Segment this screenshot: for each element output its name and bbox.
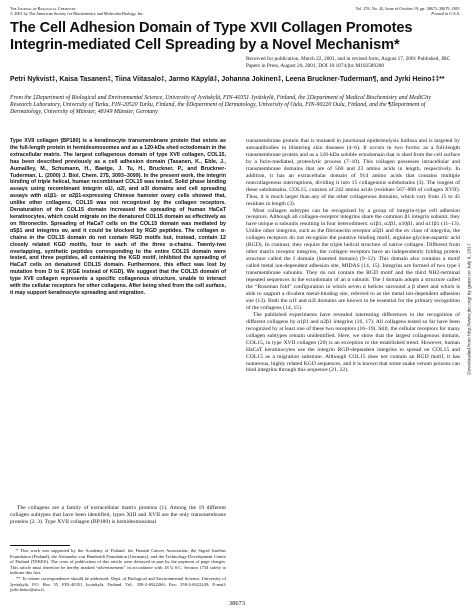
introduction <box>10 505 226 526</box>
printed-in: Printed in U.S.A. <box>431 11 460 17</box>
footnote-rule <box>10 545 70 546</box>
copyright-line: © 2001 by The American Society for Biochemistry and Molecular Biology, Inc. <box>10 11 144 17</box>
journal-name: The Journal of Biological Chemistry <box>10 6 76 11</box>
page-number: 38673 <box>228 600 246 607</box>
article-title: The Cell Adhesion Domain of Type XVII Collagen Promotes Integrin-mediated Cell Spreading by a Novel Mechanism* <box>10 20 413 53</box>
download-note[interactable]: Downloaded from http://www.jbc.org/ by guest on July 9, 2017 <box>467 243 473 375</box>
affiliations: From the ‡Department of Biological and Environmental Science, University of Jyväskylä, FIN-40351 Jyväskylä, Finland, the ‡Department of Medical Biochemistry and MediCity Research Laboratory, University of Turku, FIN-20520 Turku, Finland, the §Department of Dermatology, University of Oulu, FIN-90220 Oulu, Finland, and the ¶Department of Dermatology, University of Münster, 48149 Münster, Germany <box>10 95 431 116</box>
received-dates: Received for publication, March 22, 2001, and in revised form, August 17, 2001 Published, JBC Papers in Press, August 20, 2001, DOI 10.1074/jbc.M102589200 <box>246 56 451 69</box>
body-paragraph: Most collagen subtypes can be recognized by a group of integrin-type cell adhesion receptors. Although all collagen-receptor integrins share the common β1 integrin subunit, they have unique α subunits resulting in four heterodimers: α1β1, α2β1, α10β1, and α11β1 (11–13). Unlike other integrins, such as the fibronectin receptor α5β1 and the αv class of integrins, the collagen receptors do not recognize the putative binding motif, arginine-glycine-aspartic acid (RGD). In contrast, they require the triple helical structure of native collagen. Different from other matrix receptor integrins, the collagen receptors have an independently folding protein structure called the I domain (inserted domain) (9–12). This domain also contains a motif called metal ion-dependent adhesion site, MIDAS (14, 15). Integrins are formed of two type I transmembrane subunits. They do not contain the RGD motif and the third NH2-terminal repeated sequences in the ectodomain of an α subunit. The I domain adopts a structure called the “Rossman fold” configuration in which seven α helices surround a β sheet and which is able to support a divalent metal-binding site, referred to as the metal ion-dependent adhesion site (13). Both the α1I and α2I domains are known to be essential for the primary recognition of the collagens (14, 15). <box>246 207 460 311</box>
author-list: Petri Nykvist‡, Kaisa Tasanen‡, Tiina Viitasalo‡, Jarmo Käpylä‡, Johanna Jokinen‡, Leena Bruckner-Tuderman¶, and Jyrki Heino‡‡** <box>10 76 445 83</box>
footnotes <box>10 548 226 593</box>
footnote-funding: * This work was supported by the Academy of Finland, the Finnish Cancer Association, the Sigrid Jusélius Foundation (Finland), the Alexander von Humboldt Foundation (Germany), and the Technology Development Centre of Finland (TEKES). The costs of publication of this article were defrayed in part by the payment of page charges. This article must therefore be hereby marked “advertisement” in accordance with 18 U.S.C. Section 1734 solely to indicate this fact. <box>10 548 226 576</box>
header-left <box>10 6 144 17</box>
right-column <box>246 138 460 374</box>
footnote-correspondence: ** To whom correspondence should be addressed: Dept. of Biological and Environmental Science, University of Jyväskylä, P.O. Box 35, FIN-40351 Jyväskylä, Finland. Tel.: 358-2-6922260; Fax: 358-2-6922249; E-mail: jyrki.heino@utu.fi. <box>10 575 226 593</box>
issue-info: Vol. 276, No. 42, Issue of October 19, pp. 38673–38679, 2001 <box>355 6 460 11</box>
body-paragraph: transmembrane protein that is mutated in junctional epidermolysis bullosa and is targeted by autoantibodies in blistering skin diseases (4–6). It occurs in two forms: as a full-length transmembrane protein and as a 120-kDa soluble ectodomain that is shed from the cell surface by a furin-mediated, proteolytic process (7–10). This collagen possesses intracellular and transmembrane domains that are of 560 and 23 amino acids in length, respectively. In addition, it has an extracellular domain of 914 amino acids that contains multiple noncollagenous interruptions, dividing it into 15 collagenous subdomains (3). The longest of these subdomains, COL15, consists of 242 amino acids (residues 567–808 of collagen XVII). Thus, it is much larger than any of the other collagenous domains, which vary from 15 to 45 residues in length (3). <box>246 138 460 207</box>
download-watermark <box>466 104 474 514</box>
body-paragraph: The published experiments have revealed interesting differences in the recognition of different collagens by α1β1 and α2β1 integrins (16, 17). All collagens tested so far have been recognized by at least one of these two receptors (16–19). Still, the cellular receptors for many collagen subtypes remain unidentified. Here, we show that the largest collagenous domain, COL15, in type XVII collagen (20) is an exception to the established trend. However, human HaCaT keratinocytes use the integrin RGD-dependent integrins to spread on COL15 and COL15 as a migration substrate. Although COL15 does not contain an RGD motif, it has numerous, highly related KGD sequences, and it is known that some snake venom poisons can bind integrins through this sequence (21, 22). <box>246 311 460 374</box>
abstract: Type XVII collagen (BP180) is a keratinocyte transmembrane protein that exists as the full-length protein in hemidesmosomes and as a 120-kDa shed ectodomain in the extracellular matrix. The largest collagenous domain of type XVII collagen, COL15, has been described previously as a cell adhesion domain (Tasanen, K., Eble, J., Aumailley, M., Schumann, H., Baetge, J. Tu, H., Bruckner, P., and Bruckner-Tuderman, L. (2000) J. Biol. Chem. 275, 3093–3099). In the present work, the integrin binding of triple helical, human recombinant COL15 was tested. Solid phase binding assays using recombinant integrin α1I, α2I, and α3I domains and cell spreading assays with α1β1- or α2β1-expressing Chinese hamster ovary cells showed that, unlike other collagens, COL15 was not recognized by the collagen receptors. Denaturation of the COL15 domain increased the spreading of human HaCaT keratinocytes, which could migrate on the denatured COL15 domain as effectively as on fibronectin. Spreading of HaCaT cells on the COL15 domain was mediated by α5β1 and integrins αv, and it could be blocked by RGD peptides. The collagen α-chains in the COL15 domain do not contain RGD motifs but, instead, contain 12 closely related KGD motifs, four in each of the three α-chains. Twenty-two overlapping, synthetic peptides corresponding to the entire COL15 domain were tested, and three peptides, all containing the KGD motif, inhibited the spreading of HaCaT cells on denatured COL15 domain. Furthermore, this effect was lost by mutation from D to E (KGE instead of KGD). We suggest that the COL15 domain of type XVII collagen represents a specific collagenous structure, unable to interact with the cellular receptors for other collagens. After being shed from the cell surface, it may support keratinocyte spreading and migration. <box>10 138 226 296</box>
intro-paragraph: The collagens are a family of extracellular matrix proteins (1). Among the 19 different collagen subtypes that have been identified, types XIII and XVII are the only transmembrane proteins (2, 3). Type XVII collagen (BP180) is hemidesmosomal <box>10 505 226 525</box>
header-right <box>356 6 461 17</box>
